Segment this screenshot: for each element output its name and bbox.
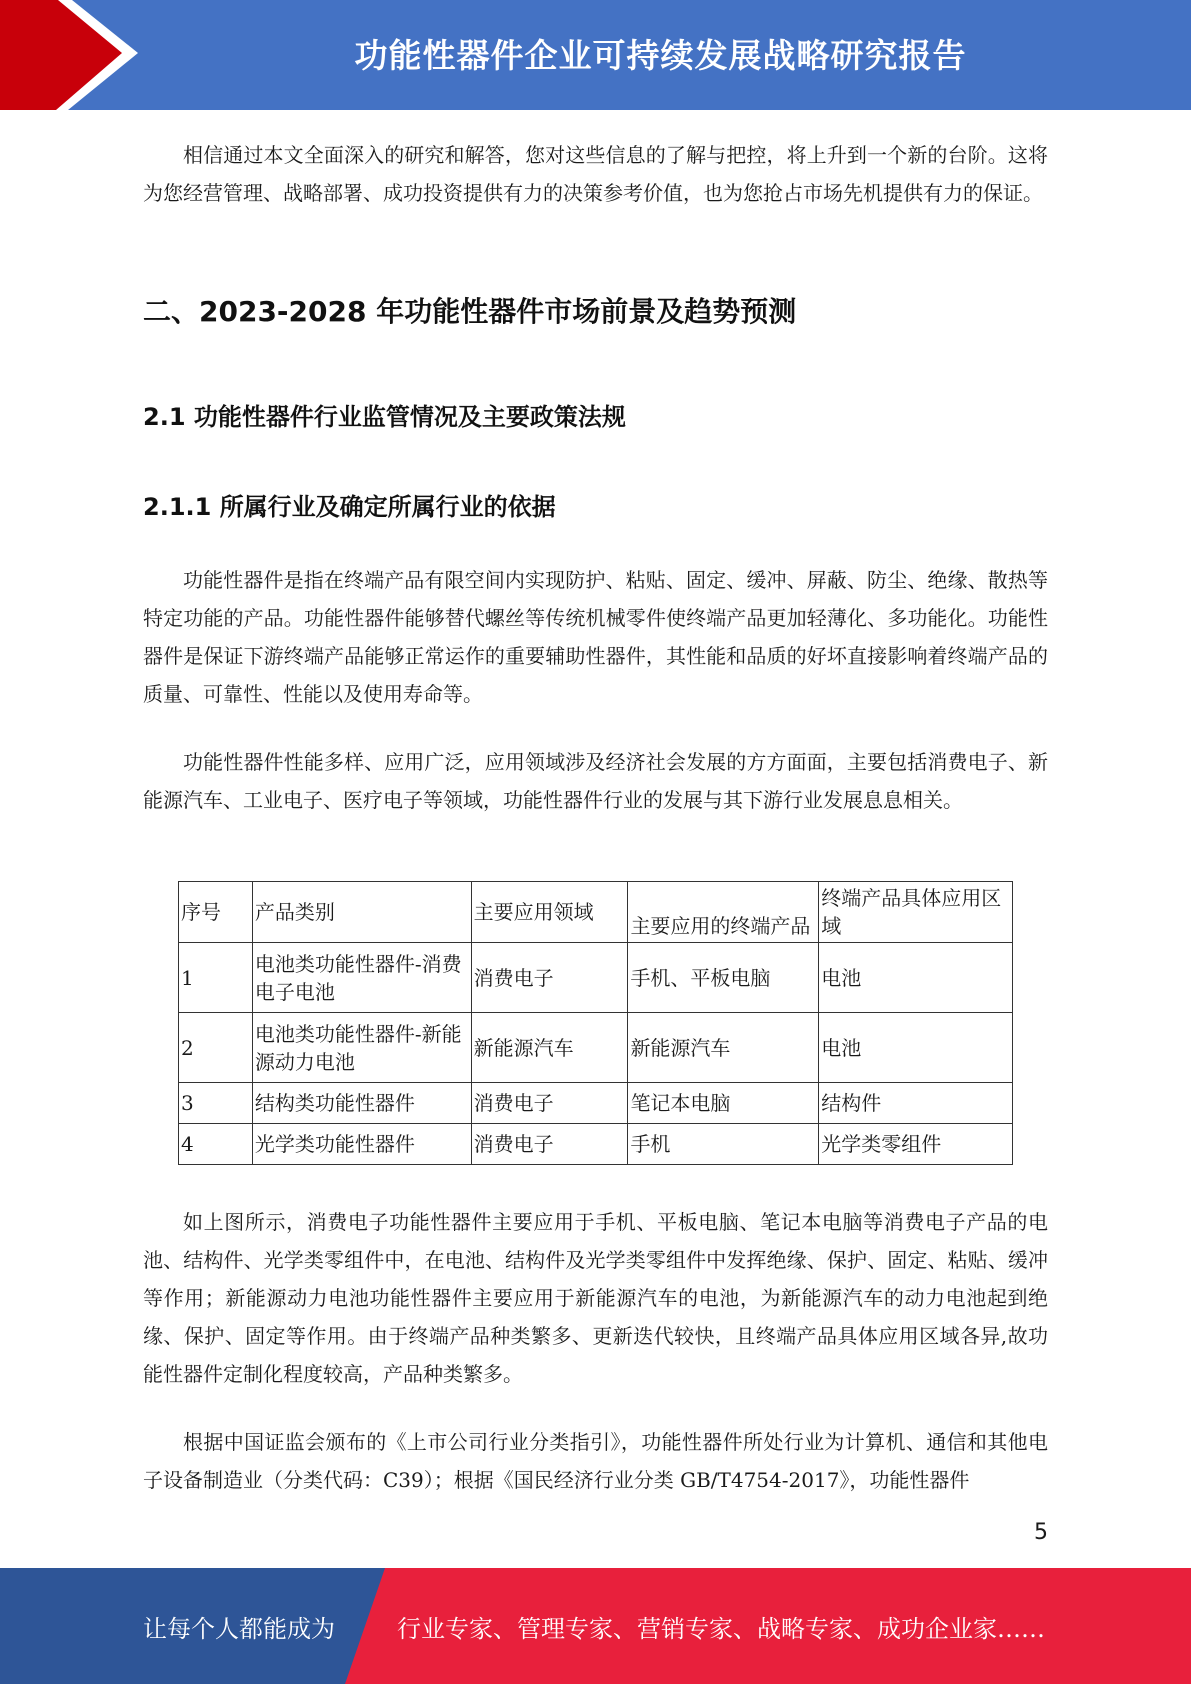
table-cell: 电池类功能性器件-消费电子电池 bbox=[252, 943, 471, 1013]
table-cell: 2 bbox=[179, 1013, 253, 1083]
table-cell: 结构类功能性器件 bbox=[252, 1083, 471, 1124]
table-cell: 电池 bbox=[819, 943, 1013, 1013]
section-heading: 二、2023-2028 年功能性器件市场前景及趋势预测 bbox=[143, 295, 797, 328]
table-row bbox=[179, 943, 1013, 1013]
sub-sub-heading: 2.1.1 所属行业及确定所属行业的依据 bbox=[143, 493, 556, 521]
table-cell: 消费电子 bbox=[471, 1124, 628, 1165]
table-cell: 4 bbox=[179, 1124, 253, 1165]
page-number: 5 bbox=[1034, 1520, 1048, 1545]
table-header-cell: 主要应用领域 bbox=[471, 882, 628, 943]
paragraph-block-4 bbox=[143, 1423, 1048, 1499]
table-header-row bbox=[179, 882, 1013, 943]
table-cell: 消费电子 bbox=[471, 1083, 628, 1124]
table-header-cell: 产品类别 bbox=[252, 882, 471, 943]
table-row bbox=[179, 1124, 1013, 1165]
header-arrow-decoration bbox=[0, 0, 160, 110]
table-cell: 电池 bbox=[819, 1013, 1013, 1083]
paragraph-block-2 bbox=[143, 743, 1048, 819]
paragraph-classification: 根据中国证监会颁布的《上市公司行业分类指引》，功能性器件所处行业为计算机、通信和其他电子设备制造业（分类代码：C39）；根据《国民经济行业分类 GB/T4754-2017》，功能性器件 bbox=[143, 1430, 1048, 1492]
table-cell: 消费电子 bbox=[471, 943, 628, 1013]
paragraph-definition: 功能性器件是指在终端产品有限空间内实现防护、粘贴、固定、缓冲、屏蔽、防尘、绝缘、散热等特定功能的产品。功能性器件能够替代螺丝等传统机械零件使终端产品更加轻薄化、多功能化。功能性器件是保证下游终端产品能够正常运作的重要辅助性器件，其性能和品质的好坏直接影响着终端产品的质量、可靠性、性能以及使用寿命等。 bbox=[143, 568, 1048, 706]
footer-slogan-right: 行业专家、管理专家、营销专家、战略专家、成功企业家…… bbox=[397, 1614, 1045, 1643]
table-row bbox=[179, 1013, 1013, 1083]
table-cell: 电池类功能性器件-新能源动力电池 bbox=[252, 1013, 471, 1083]
table-cell: 结构件 bbox=[819, 1083, 1013, 1124]
table-cell: 3 bbox=[179, 1083, 253, 1124]
table-header-cell: 主要应用的终端产品 bbox=[628, 882, 819, 943]
product-table bbox=[178, 881, 1013, 1165]
page-footer bbox=[0, 1568, 1191, 1684]
table-row bbox=[179, 1083, 1013, 1124]
paragraph-summary: 如上图所示，消费电子功能性器件主要应用于手机、平板电脑、笔记本电脑等消费电子产品的电池、结构件、光学类零组件中，在电池、结构件及光学类零组件中发挥绝缘、保护、固定、粘贴、缓冲等作用；新能源动力电池功能性器件主要应用于新能源汽车的电池，为新能源汽车的动力电池起到绝缘、保护、固定等作用。由于终端产品种类繁多、更新迭代较快，且终端产品具体应用区域各异,故功能性器件定制化程度较高，产品种类繁多。 bbox=[143, 1210, 1048, 1386]
table-header-cell: 序号 bbox=[179, 882, 253, 943]
table-cell: 光学类零组件 bbox=[819, 1124, 1013, 1165]
table-cell: 手机 bbox=[628, 1124, 819, 1165]
table-cell: 1 bbox=[179, 943, 253, 1013]
table-cell: 笔记本电脑 bbox=[628, 1083, 819, 1124]
table-cell: 新能源汽车 bbox=[471, 1013, 628, 1083]
paragraph-block-3 bbox=[143, 1203, 1048, 1393]
table-header-cell: 终端产品具体应用区域 bbox=[819, 882, 1013, 943]
footer-slogan-left: 让每个人都能成为 bbox=[143, 1614, 335, 1643]
paragraph-applications: 功能性器件性能多样、应用广泛，应用领域涉及经济社会发展的方方面面，主要包括消费电子、新能源汽车、工业电子、医疗电子等领域，功能性器件行业的发展与其下游行业发展息息相关。 bbox=[143, 750, 1048, 812]
paragraph-block-1 bbox=[143, 561, 1048, 713]
table-cell: 光学类功能性器件 bbox=[252, 1124, 471, 1165]
table-cell: 新能源汽车 bbox=[628, 1013, 819, 1083]
intro-block bbox=[143, 136, 1048, 212]
header-title: 功能性器件企业可持续发展战略研究报告 bbox=[354, 35, 967, 75]
intro-paragraph: 相信通过本文全面深入的研究和解答，您对这些信息的了解与把控，将上升到一个新的台阶。这将为您经营管理、战略部署、成功投资提供有力的决策参考价值，也为您抢占市场先机提供有力的保证。 bbox=[143, 143, 1048, 205]
sub-heading: 2.1 功能性器件行业监管情况及主要政策法规 bbox=[143, 403, 626, 431]
page-header bbox=[0, 0, 1191, 110]
table-cell: 手机、平板电脑 bbox=[628, 943, 819, 1013]
